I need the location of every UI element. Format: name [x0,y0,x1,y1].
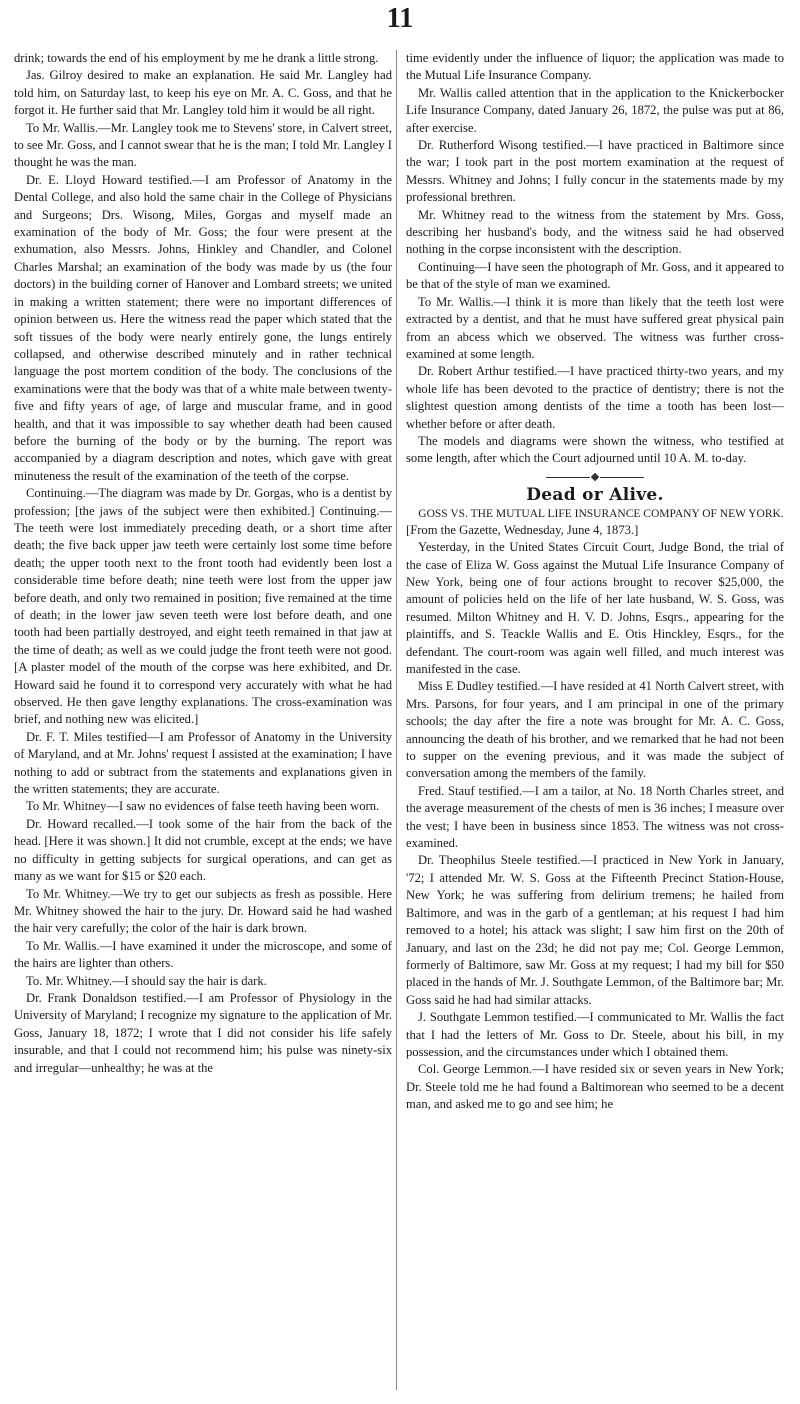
paragraph: To Mr. Whitney—I saw no evidences of false teeth having been worn. [26,799,380,814]
paragraph: To Mr. Whitney.—We try to get our subjects as fresh as possible. Here Mr. Whitney showed the hair to the jury. Dr. Howard said he had washed the hair very carefully; the color of the hair is dark brown. [14,886,392,936]
paragraph: To Mr. Wallis.—I have examined it under the microscope, and some of the hairs are lighter than others. [14,938,392,971]
article-subheading: GOSS VS. THE MUTUAL LIFE INSURANCE COMPANY OF NEW YORK. [418,507,784,520]
paragraph: Mr. Wallis called attention that in the application to the Knickerbocker Life Insurance Company, dated January 26, 1872, the pulse was put at 86, after exercise. [406,85,784,135]
paragraph: Dr. E. Lloyd Howard testified.—I am Professor of Anatomy in the Dental College, and also hold the same chair in the College of Physicians and Surgeons; Drs. Wisong, Miles, Gorgas and myself made an examination of the body of Mr. Goss; the four were present at the exhumation, also Messrs. Johns, Hinkley and Chandler, and Colonel Charles Marshal; an examination of the body was made by us (the four doctors) in the building corner of Hanover and Lombard streets; we united in making a written statement; there were no important differences of opinion between us. Here the witness read the paper which stated that the soft tissues of the body were nearly entirely gone, the lungs entirely collapsed, and otherwise described minutely and in rather technical language the post mortem condition of the body. The conclusions of the examinations were that the body was that of a white male between twenty-five and fifty years of age, of large and muscular frame, and in good health, and that it was impossible to say whether death had been caused before the burning of the body or by the burning. The report was accompanied by a diagram description and notes, which gave with great minuteness the result of the examination of the teeth of the corpse. [14,172,392,483]
paragraph: Jas. Gilroy desired to make an explanation. He said Mr. Langley had told him, on Saturday last, to keep his eye on Mr. A. C. Goss, and that he forgot it. He further said that Mr. Langley told him it would be all right. [14,68,392,118]
paragraph: Miss E Dudley testified.—I have resided at 41 North Calvert street, with Mrs. Parsons, for four years, and I am principal in one of the primary schools; the day after the fire a note was brought for Mr. A. C. Goss, announcing the death of his brother, and we remarked that he had not been to supper on the evening previous, and it was made the subject of conversation among the members of the family. [406,679,784,781]
column-rule [396,50,397,1390]
paragraph: Mr. Whitney read to the witness from the statement by Mrs. Goss, describing her husband's body, and the witness said he had observed nothing in the corpse inconsistent with the description. [406,207,784,257]
left-column [14,50,392,1077]
right-column [406,50,784,1114]
paragraph: Dr. Theophilus Steele testified.—I practiced in New York in January, '72; I attended Mr. W. S. Goss at the Fifteenth Precinct Station-House, New York; he was suffering from delirium tremens; he hailed from Baltimore, and was in the garb of a gentleman; at his request I had him removed to a hotel; his attack was slight; I saw him first on the 20th of January, and last on the 23d; he did not pay me; Col. George Lemmon, formerly of Baltimore, saw Mr. Goss at my request; I had my bill for $50 placed in the hands of Mr. J. Southgate Lemmon, of the Baltimore bar; Mr. Goss said he had had similar attacks. [406,853,784,1007]
paragraph: Dr. Robert Arthur testified.—I have practiced thirty-two years, and my whole life has been devoted to the practice of dentistry; there is not the slightest question among dentists of the time a tooth has been lost—whether before or after death. [406,364,784,431]
paragraph: Col. George Lemmon.—I have resided six or seven years in New York; Dr. Steele told me he had found a Baltimorean who seemed to be a decent man, and asked me to go and see him; he [406,1062,784,1112]
paragraph: To Mr. Wallis.—Mr. Langley took me to Stevens' store, in Calvert street, to see Mr. Goss, and I cannot swear that he is the man; I told Mr. Langley I thought he was the man. [14,120,393,170]
paragraph: The models and diagrams were shown the witness, who testified at some length, after which the Court adjourned until 10 A. M. to-day. [406,433,784,466]
source-line: [From the Gazette, Wednesday, June 4, 1873.] [406,522,639,537]
article-body [406,539,784,1113]
section-divider [406,471,784,483]
paragraph: Dr. Howard recalled.—I took some of the hair from the back of the head. [Here it was shown.] It did not crumble, except at the ends; we have no difficulty in getting subjects for surgical operations, and can get as many as we want for $15 or $20 each. [14,816,392,884]
paragraph: Fred. Stauf testified.—I am a tailor, at No. 18 North Charles street, and the average measurement of the chests of men is 36 inches; I measure over the vest; I have been in business since 1853. The witness was not cross-examined. [406,783,784,851]
paragraph: J. Southgate Lemmon testified.—I communicated to Mr. Wallis the fact that I had the letters of Mr. Goss to Dr. Steele, about his bill, in my possession, and the circumstances under which I obtained them. [406,1010,784,1059]
paragraph: Dr. Rutherford Wisong testified.—I have practiced in Baltimore since the war; I took part in the post mortem examination at the request of Messrs. Whitney and Johns; I fully concur in the statements made by my professional brethren. [406,138,784,205]
paragraph: drink; towards the end of his employment by me he drank a little strong. [14,51,379,65]
paragraph: Dr. Frank Donaldson testified.—I am Professor of Physiology in the University of Maryland; I recognize my signature to the application of Mr. Goss, January 18, 1872; I wrote that I did not consider his life safely insurable, and that I could not recommend him; his pulse was ninety-six and irregular—unhealthy; he was at the [14,990,392,1075]
article-heading: Dead or Alive. [526,484,664,505]
paragraph: Continuing.—The diagram was made by Dr. Gorgas, who is a dentist by profession; [the jaws of the subject were then exhibited.] Continuing.—The teeth were lost immediately preceding death, or a short time after death; the five back upper jaw teeth were certainly lost some time before death; the upper tooth next to the front tooth had evidently been lost a considerable time before death; nine teeth were lost from the upper jaw before death, and only two remained in position; five remained at the time of death; in the lower jaw seven teeth were lost before death, and one tooth had been partially destroyed, and eight teeth remained in that jaw at the time of death; as well as we could judge the front teeth were not good. [A plaster model of the mouth of the corpse was here exhibited, and Dr. Howard said he found it to correspond very accurately with what he had observed. He then gave lengthy explanations. The cross-examination was brief, and nothing new was elicited.] [14,486,392,727]
paragraph: Continuing—I have seen the photograph of Mr. Goss, and it appeared to be that of the style of man we examined. [406,259,784,292]
page-number: 11 [386,3,414,34]
testimony-continuation [406,50,784,468]
paragraph: Yesterday, in the United States Circuit Court, Judge Bond, the trial of the case of Eliza W. Goss against the Mutual Life Insurance Company of New York, being one of four actions brought to recover $25,000, the amount of policies held on the life of her late husband, W. S. Goss, was resumed. Milton Whitney and H. V. D. Johns, Esqrs., appearing for the plaintiffs, and S. Teackle Wallis and E. Otis Hinckley, Esqrs., for the defendant. The court-room was again well filled, and much interest was manifested in the case. [406,540,784,676]
paragraph: To Mr. Wallis.—I think it is more than likely that the teeth lost were extracted by a dentist, and that he must have suffered great physical pain from an abcess which we observed. The witness was further cross-examined at some length. [406,294,784,361]
paragraph: time evidently under the influence of liquor; the application was made to the Mutual Life Insurance Company. [406,51,784,83]
paragraph: Dr. F. T. Miles testified—I am Professor of Anatomy in the University of Maryland, and at Mr. Johns' request I assisted at the examination; I have nothing to add or subtract from the statements and explanations given in the written statements; they are accurate. [14,729,392,797]
paragraph: To. Mr. Whitney.—I should say the hair is dark. [26,973,267,988]
